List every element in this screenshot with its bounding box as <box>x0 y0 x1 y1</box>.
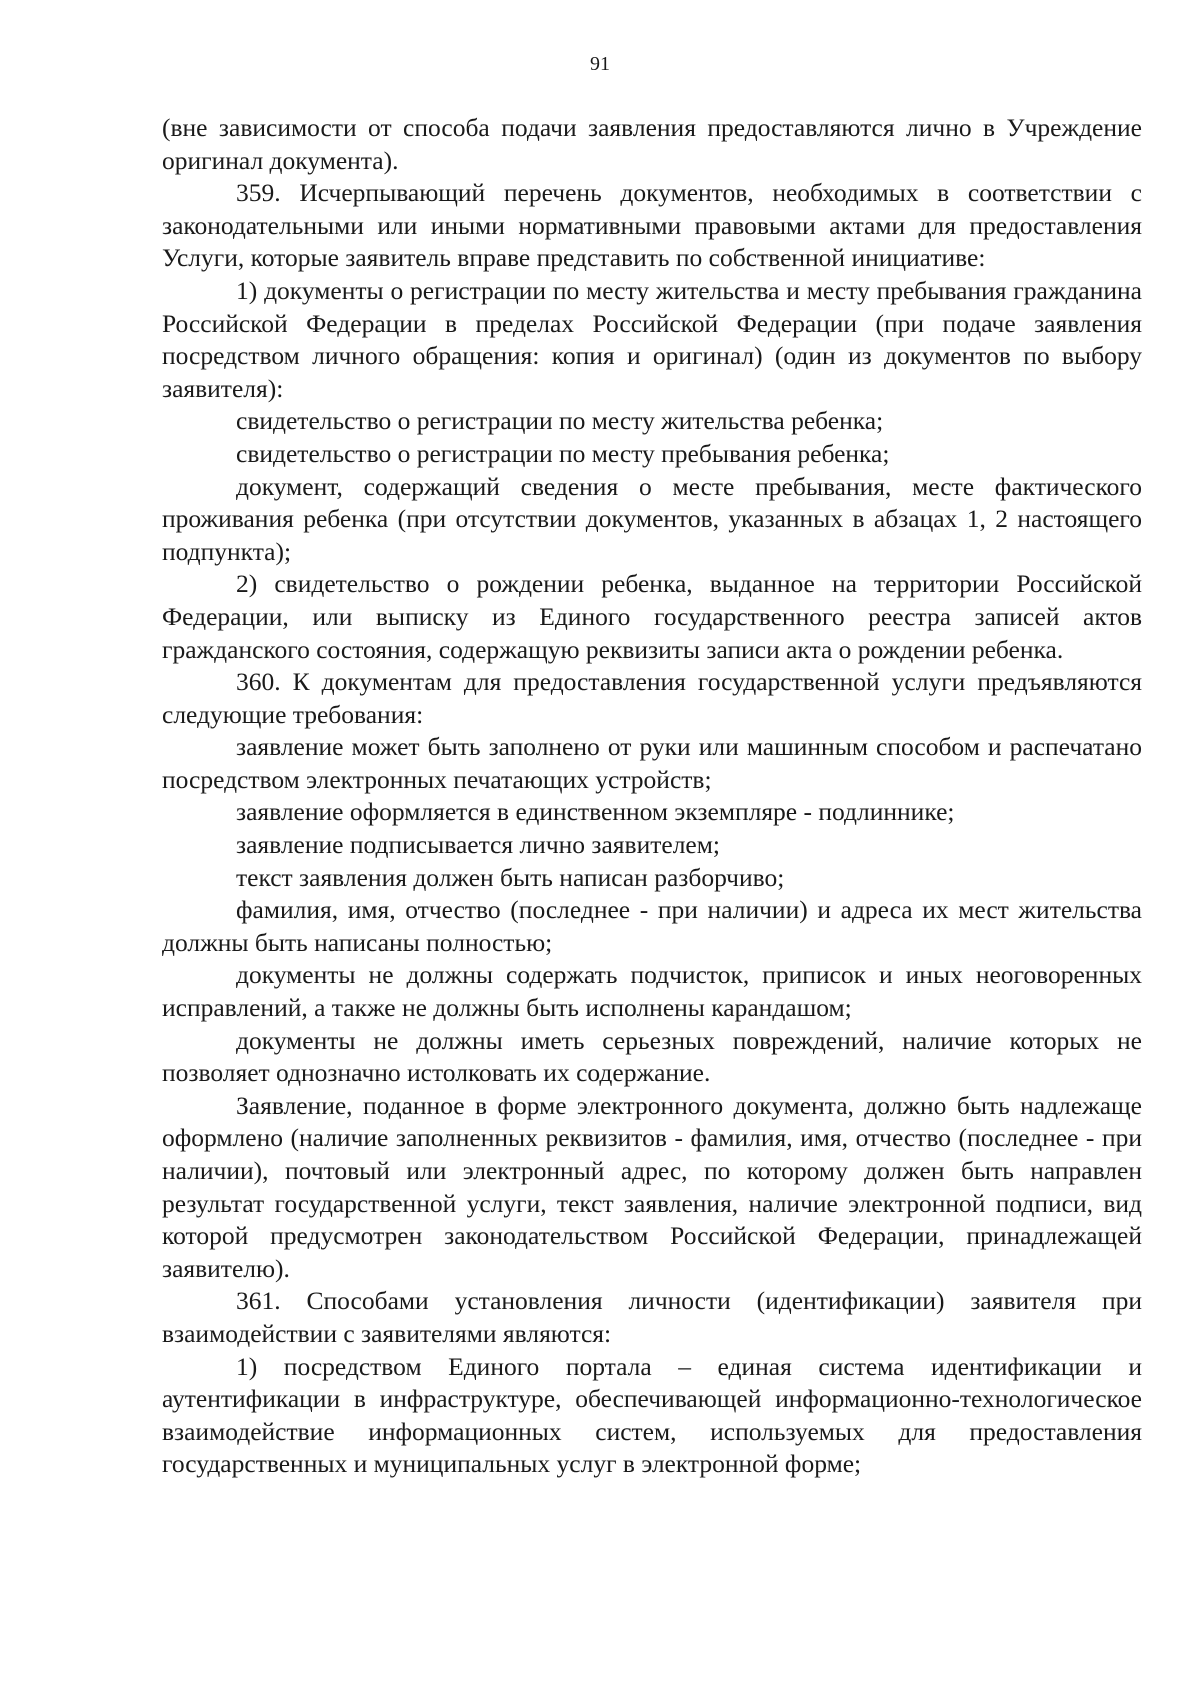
paragraph: (вне зависимости от способа подачи заявления предоставляются лично в Учреждение оригинал документа). <box>162 113 1142 175</box>
document-body <box>162 112 1142 1481</box>
page-number: 91 <box>590 53 610 75</box>
paragraph: документ, содержащий сведения о месте пребывания, месте фактического проживания ребенка (при отсутствии документов, указанных в абзацах 1, 2 настоящего подпункта); <box>162 471 1142 566</box>
paragraph-359-item-1: 1) документы о регистрации по месту жительства и месту пребывания гражданина Российской Федерации в пределах Российской Федерации (при подаче заявления посредством личного обращения: копия и оригинал) (один из документов по выбору заявителя): <box>162 275 1142 403</box>
paragraph: заявление может быть заполнено от руки или машинным способом и распечатано посредством электронных печатающих устройств; <box>162 732 1142 794</box>
paragraph: свидетельство о регистрации по месту жительства ребенка; <box>236 406 884 436</box>
paragraph-360: 360. К документам для предоставления государственной услуги предъявляются следующие требования: <box>162 667 1142 729</box>
paragraph: Заявление, поданное в форме электронного документа, должно быть надлежаще оформлено (наличие заполненных реквизитов - фамилия, имя, отчество (последнее - при наличии), почтовый или электронный адрес, по которому должен быть направлен результат государственной услуги, текст заявления, наличие электронной подписи, вид которой предусмотрен законодательством Российской Федерации, принадлежащей заявителю). <box>162 1090 1142 1283</box>
paragraph: текст заявления должен быть написан разборчиво; <box>236 862 785 892</box>
paragraph: документы не должны иметь серьезных повреждений, наличие которых не позволяет однозначно истолковать их содержание. <box>162 1025 1142 1088</box>
paragraph: заявление оформляется в единственном экземпляре - подлиннике; <box>236 797 955 827</box>
paragraph: фамилия, имя, отчество (последнее - при наличии) и адреса их мест жительства должны быть написаны полностью; <box>162 895 1142 957</box>
paragraph: заявление подписывается лично заявителем; <box>236 830 720 860</box>
paragraph-359-item-2: 2) свидетельство о рождении ребенка, выданное на территории Российской Федерации, или выписку из Единого государственного реестра записей актов гражданского состояния, содержащую реквизиты записи акта о рождении ребенка. <box>162 569 1142 664</box>
paragraph-361-item-1: 1) посредством Единого портала – единая система идентификации и аутентификации в инфраструктуре, обеспечивающей информационно-технологическое взаимодействие информационных систем, используемых для предоставления государственных и муниципальных услуг в электронной форме; <box>162 1351 1142 1479</box>
paragraph-361: 361. Способами установления личности (идентификации) заявителя при взаимодействии с заявителями являются: <box>162 1286 1142 1348</box>
paragraph: документы не должны содержать подчисток, приписок и иных неоговоренных исправлений, а также не должны быть исполнены карандашом; <box>162 960 1142 1023</box>
paragraph-359: 359. Исчерпывающий перечень документов, необходимых в соответствии с законодательными или иными нормативными правовыми актами для предоставления Услуги, которые заявитель вправе представить по собственной инициативе: <box>162 178 1142 273</box>
paragraph: свидетельство о регистрации по месту пребывания ребенка; <box>236 438 890 468</box>
